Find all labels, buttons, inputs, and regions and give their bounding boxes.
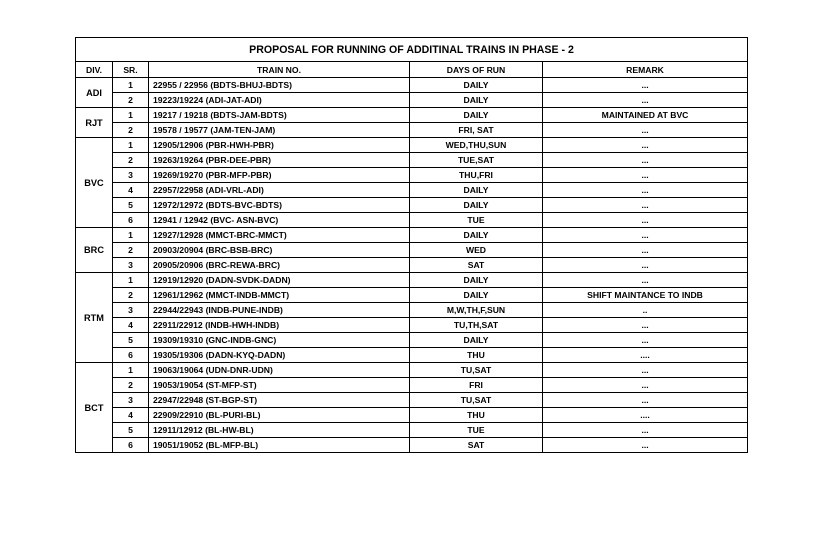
remark-cell: ... [543, 273, 748, 288]
serial-cell: 6 [113, 348, 149, 363]
table-row [76, 123, 748, 138]
serial-cell: 2 [113, 153, 149, 168]
division-cell: ADI [76, 78, 113, 108]
table-row [76, 318, 748, 333]
serial-cell: 5 [113, 198, 149, 213]
days-of-run-cell: TUE [410, 423, 543, 438]
train-no-cell: 12972/12972 (BDTS-BVC-BDTS) [149, 198, 410, 213]
train-no-cell: 22955 / 22956 (BDTS-BHUJ-BDTS) [149, 78, 410, 93]
train-no-cell: 19309/19310 (GNC-INDB-GNC) [149, 333, 410, 348]
serial-cell: 5 [113, 423, 149, 438]
table-row [76, 333, 748, 348]
header-days-of-run: DAYS OF RUN [410, 62, 543, 78]
remark-cell: ... [543, 393, 748, 408]
remark-cell: SHIFT MAINTANCE TO INDB [543, 288, 748, 303]
remark-cell: ... [543, 213, 748, 228]
serial-cell: 4 [113, 183, 149, 198]
table-row [76, 303, 748, 318]
train-no-cell: 19578 / 19577 (JAM-TEN-JAM) [149, 123, 410, 138]
train-no-cell: 19217 / 19218 (BDTS-JAM-BDTS) [149, 108, 410, 123]
table-row [76, 198, 748, 213]
days-of-run-cell: DAILY [410, 288, 543, 303]
serial-cell: 1 [113, 228, 149, 243]
division-cell: RTM [76, 273, 113, 363]
division-cell: BCT [76, 363, 113, 453]
days-of-run-cell: SAT [410, 438, 543, 453]
train-no-cell: 12911/12912 (BL-HW-BL) [149, 423, 410, 438]
remark-cell: .. [543, 303, 748, 318]
serial-cell: 2 [113, 123, 149, 138]
header-remark: REMARK [543, 62, 748, 78]
table-row [76, 93, 748, 108]
table-row [76, 78, 748, 93]
remark-cell: ... [543, 93, 748, 108]
table-row [76, 348, 748, 363]
header-sr: SR. [113, 62, 149, 78]
days-of-run-cell: THU [410, 408, 543, 423]
remark-cell: ... [543, 78, 748, 93]
remark-cell: MAINTAINED AT BVC [543, 108, 748, 123]
days-of-run-cell: THU,FRI [410, 168, 543, 183]
serial-cell: 1 [113, 138, 149, 153]
remark-cell: ... [543, 333, 748, 348]
table-row [76, 108, 748, 123]
remark-cell: ... [543, 228, 748, 243]
train-no-cell: 12961/12962 (MMCT-INDB-MMCT) [149, 288, 410, 303]
days-of-run-cell: FRI [410, 378, 543, 393]
days-of-run-cell: DAILY [410, 78, 543, 93]
train-no-cell: 12927/12928 (MMCT-BRC-MMCT) [149, 228, 410, 243]
days-of-run-cell: TU,SAT [410, 393, 543, 408]
table-row [76, 258, 748, 273]
days-of-run-cell: DAILY [410, 108, 543, 123]
remark-cell: ... [543, 183, 748, 198]
train-no-cell: 12941 / 12942 (BVC- ASN-BVC) [149, 213, 410, 228]
train-no-cell: 19305/19306 (DADN-KYQ-DADN) [149, 348, 410, 363]
days-of-run-cell: WED,THU,SUN [410, 138, 543, 153]
serial-cell: 2 [113, 288, 149, 303]
remark-cell: ... [543, 123, 748, 138]
days-of-run-cell: DAILY [410, 273, 543, 288]
serial-cell: 4 [113, 318, 149, 333]
table-title: PROPOSAL FOR RUNNING OF ADDITINAL TRAINS IN PHASE - 2 [76, 38, 748, 62]
serial-cell: 1 [113, 273, 149, 288]
serial-cell: 5 [113, 333, 149, 348]
table-row [76, 228, 748, 243]
remark-cell: ... [543, 438, 748, 453]
train-no-cell: 20905/20906 (BRC-REWA-BRC) [149, 258, 410, 273]
table-row [76, 273, 748, 288]
table-row [76, 183, 748, 198]
remark-cell: .... [543, 348, 748, 363]
days-of-run-cell: DAILY [410, 198, 543, 213]
table-row [76, 138, 748, 153]
train-no-cell: 19269/19270 (PBR-MFP-PBR) [149, 168, 410, 183]
serial-cell: 6 [113, 438, 149, 453]
days-of-run-cell: FRI, SAT [410, 123, 543, 138]
header-row [76, 62, 748, 78]
remark-cell: ... [543, 168, 748, 183]
title-row [76, 38, 748, 62]
train-no-cell: 12905/12906 (PBR-HWH-PBR) [149, 138, 410, 153]
remark-cell: ... [543, 198, 748, 213]
days-of-run-cell: DAILY [410, 333, 543, 348]
days-of-run-cell: THU [410, 348, 543, 363]
remark-cell: ... [543, 243, 748, 258]
table-row [76, 153, 748, 168]
train-proposal-sheet [75, 37, 747, 453]
train-no-cell: 22944/22943 (INDB-PUNE-INDB) [149, 303, 410, 318]
serial-cell: 3 [113, 393, 149, 408]
header-div: DIV. [76, 62, 113, 78]
days-of-run-cell: SAT [410, 258, 543, 273]
days-of-run-cell: DAILY [410, 228, 543, 243]
table-row [76, 378, 748, 393]
serial-cell: 3 [113, 168, 149, 183]
serial-cell: 4 [113, 408, 149, 423]
division-cell: RJT [76, 108, 113, 138]
serial-cell: 6 [113, 213, 149, 228]
table-row [76, 393, 748, 408]
train-no-cell: 12919/12920 (DADN-SVDK-DADN) [149, 273, 410, 288]
train-no-cell: 22911/22912 (INDB-HWH-INDB) [149, 318, 410, 333]
remark-cell: ... [543, 318, 748, 333]
table-body [76, 78, 748, 453]
serial-cell: 1 [113, 108, 149, 123]
table-row [76, 243, 748, 258]
division-cell: BVC [76, 138, 113, 228]
division-cell: BRC [76, 228, 113, 273]
days-of-run-cell: DAILY [410, 93, 543, 108]
days-of-run-cell: TU,SAT [410, 363, 543, 378]
remark-cell: .... [543, 408, 748, 423]
table-row [76, 423, 748, 438]
train-no-cell: 19223/19224 (ADI-JAT-ADI) [149, 93, 410, 108]
remark-cell: ... [543, 363, 748, 378]
serial-cell: 2 [113, 93, 149, 108]
serial-cell: 2 [113, 243, 149, 258]
days-of-run-cell: TUE [410, 213, 543, 228]
remark-cell: ... [543, 138, 748, 153]
table-row [76, 408, 748, 423]
train-no-cell: 22909/22910 (BL-PURI-BL) [149, 408, 410, 423]
table-row [76, 288, 748, 303]
table-row [76, 363, 748, 378]
remark-cell: ... [543, 423, 748, 438]
train-no-cell: 19063/19064 (UDN-DNR-UDN) [149, 363, 410, 378]
remark-cell: ... [543, 153, 748, 168]
train-no-cell: 22957/22958 (ADI-VRL-ADI) [149, 183, 410, 198]
table-row [76, 168, 748, 183]
table-row [76, 438, 748, 453]
train-no-cell: 22947/22948 (ST-BGP-ST) [149, 393, 410, 408]
train-no-cell: 19051/19052 (BL-MFP-BL) [149, 438, 410, 453]
serial-cell: 3 [113, 303, 149, 318]
train-no-cell: 19053/19054 (ST-MFP-ST) [149, 378, 410, 393]
days-of-run-cell: TU,TH,SAT [410, 318, 543, 333]
train-no-cell: 20903/20904 (BRC-BSB-BRC) [149, 243, 410, 258]
serial-cell: 3 [113, 258, 149, 273]
serial-cell: 1 [113, 363, 149, 378]
days-of-run-cell: TUE,SAT [410, 153, 543, 168]
train-no-cell: 19263/19264 (PBR-DEE-PBR) [149, 153, 410, 168]
serial-cell: 2 [113, 378, 149, 393]
table-row [76, 213, 748, 228]
serial-cell: 1 [113, 78, 149, 93]
days-of-run-cell: M,W,TH,F,SUN [410, 303, 543, 318]
remark-cell: ... [543, 378, 748, 393]
header-train-no: TRAIN NO. [149, 62, 410, 78]
remark-cell: ... [543, 258, 748, 273]
trains-table [75, 37, 748, 453]
days-of-run-cell: DAILY [410, 183, 543, 198]
days-of-run-cell: WED [410, 243, 543, 258]
